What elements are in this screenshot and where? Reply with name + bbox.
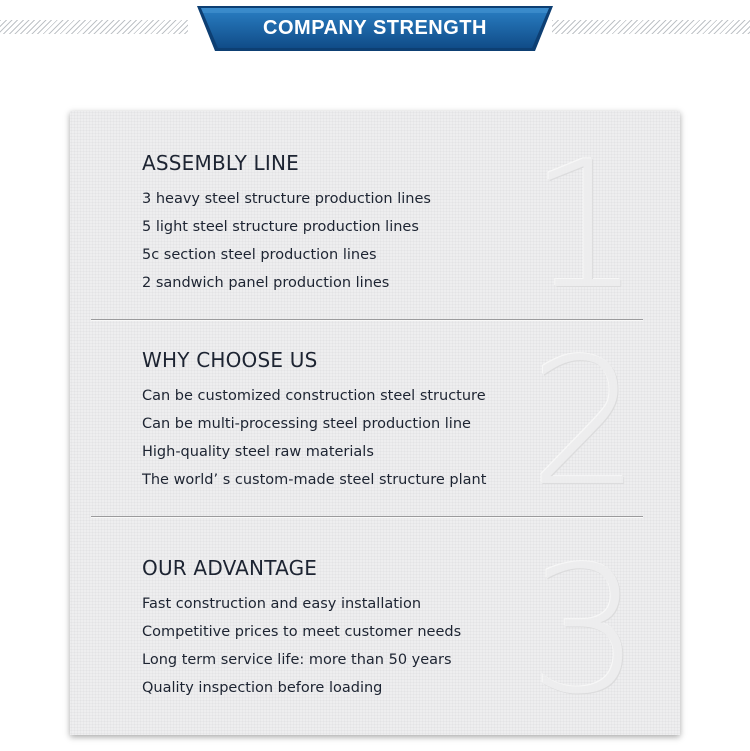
content-card xyxy=(70,111,680,735)
divider xyxy=(91,516,643,518)
title-banner xyxy=(197,6,553,51)
section-title: ASSEMBLY LINE xyxy=(142,151,299,175)
list-item: The world’ s custom-made steel structure plant xyxy=(142,472,487,488)
section-title: WHY CHOOSE US xyxy=(142,348,318,372)
section-list xyxy=(142,185,431,297)
section-number: 2 xyxy=(529,322,641,525)
list-item: Competitive prices to meet customer needs xyxy=(142,624,462,640)
list-item: Can be multi-processing steel production line xyxy=(142,416,471,432)
list-item: Can be customized construction steel structure xyxy=(142,388,486,404)
list-item: Long term service life: more than 50 years xyxy=(142,652,452,668)
section-title: OUR ADVANTAGE xyxy=(142,556,318,580)
hatch-decoration-left xyxy=(0,20,188,34)
list-item: Quality inspection before loading xyxy=(142,680,383,696)
section-number: 1 xyxy=(529,125,641,328)
list-item: 5c section steel production lines xyxy=(142,247,377,263)
list-item: 3 heavy steel structure production lines xyxy=(142,191,431,207)
list-item: 2 sandwich panel production lines xyxy=(142,275,390,291)
header xyxy=(0,0,750,60)
section-number: 3 xyxy=(529,530,641,733)
list-item: Fast construction and easy installation xyxy=(142,596,422,612)
divider xyxy=(91,319,643,321)
page-title: COMPANY STRENGTH xyxy=(263,17,487,39)
list-item: High-quality steel raw materials xyxy=(142,444,374,460)
list-item: 5 light steel structure production lines xyxy=(142,219,419,235)
section-list xyxy=(142,382,486,494)
section-list xyxy=(142,590,461,702)
hatch-decoration-right xyxy=(552,20,750,34)
